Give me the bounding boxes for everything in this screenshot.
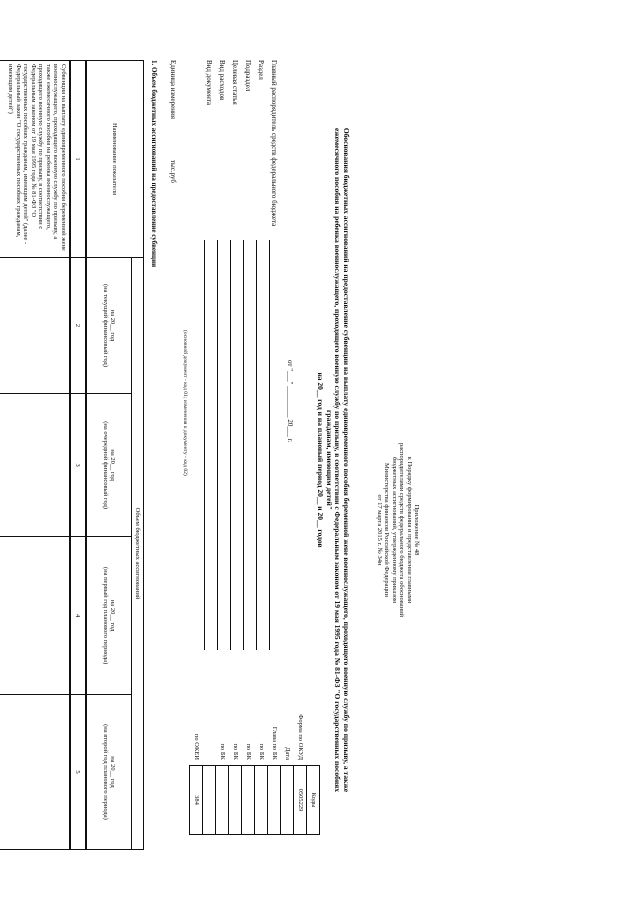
col-year-4-sub: (на второй год планового периода) <box>101 724 109 820</box>
field-main-manager-line <box>269 240 270 650</box>
field-subsection: Подраздел <box>244 60 252 92</box>
col-number: 5 <box>70 694 86 849</box>
cell-value[interactable] <box>0 394 70 537</box>
code-label: по БК <box>258 743 265 760</box>
code-label: Дата <box>284 747 291 760</box>
codes-header: Коды <box>307 766 320 835</box>
code-chapter <box>268 766 281 835</box>
cell-value[interactable] <box>0 258 70 394</box>
codes-labels <box>190 645 307 760</box>
field-main-manager: Главный распорядитель средств федерального бюджета <box>270 60 278 227</box>
col-year-1-sub: (на текущий финансовый год) <box>101 283 109 368</box>
field-document-type: Вид документа <box>205 60 213 106</box>
col-year-3-year: на 20__ год <box>109 599 116 632</box>
field-document-type-line <box>204 240 205 650</box>
col-indicator-name: Наименование показателя <box>86 61 144 258</box>
title-line: на 20__ год и на плановый период 20__ и 20__ годов <box>316 372 326 548</box>
col-number: 3 <box>70 394 86 537</box>
rotated-form-page <box>0 60 420 860</box>
document-type-note: (основной документ - код 01; изменения к документу - код 02) <box>182 330 188 476</box>
col-number: 1 <box>70 61 86 258</box>
col-year-1-year: на 20__ год <box>109 309 116 342</box>
code-expense <box>216 766 229 835</box>
row-subvention-label: Субвенция на выплату единовременного пособия беременной жене военнослужащего, проходящего военную службу по призыву, а также ежемесячного пособия на ребенка военнослужащего, проходящего военную службу по призыву, в соответствии с Федеральным законом от 19 мая 1995 года № 81-ФЗ "О государственных пособиях гражданам, имеющим детей" (далее - Федеральный закон "О государственных пособиях гражданам, имеющим детей") <box>0 61 70 258</box>
document-title <box>316 60 351 860</box>
field-target-article-line <box>230 240 231 650</box>
code-label: Форма по ОКУД <box>297 714 304 760</box>
field-expense-type: Вид расходов <box>218 60 226 101</box>
col-year-2 <box>86 394 132 537</box>
code-date <box>281 766 294 835</box>
code-target <box>229 766 242 835</box>
col-year-3-sub: (на первый год планового периода) <box>101 566 109 665</box>
col-number: 4 <box>70 537 86 695</box>
col-year-2-sub: (на очередной финансовый год) <box>101 421 109 510</box>
appendix-line: от 17 марта 2015 г. № 34н <box>375 494 383 566</box>
col-number: 2 <box>70 258 86 394</box>
appendix-line: распорядителями средств федерального бюджета обоснований <box>398 442 406 618</box>
section-title: 1. Объем бюджетных ассигнований на предоставление субвенции <box>150 60 158 268</box>
code-label: Глава по БК <box>271 726 278 760</box>
unit-value: тыс.руб <box>169 160 177 183</box>
code-label <box>203 645 216 760</box>
col-year-1 <box>86 258 132 394</box>
code-okud: 0505229 <box>294 766 307 835</box>
code-doc <box>203 766 216 835</box>
appendix-note <box>375 360 420 700</box>
code-label: по БК <box>219 743 226 760</box>
cell-value[interactable] <box>0 694 70 849</box>
field-section-line <box>256 240 257 650</box>
code-section <box>255 766 268 835</box>
appendix-line: к Порядку формирования и представления главными <box>405 456 413 604</box>
code-okei: 384 <box>190 766 203 835</box>
codes-table <box>189 765 320 835</box>
field-section: Раздел <box>257 60 265 80</box>
field-subsection-line <box>243 240 244 650</box>
col-year-4-year: на 20__ год <box>109 756 116 788</box>
appendix-line: бюджетных ассигнований, утвержденному приказом <box>390 456 398 603</box>
allocations-table <box>0 60 144 850</box>
title-line: ежемесячного пособия на ребенка военнослужащего, проходящего военную службу по призыву, в соответствии с Федеральным законом от 19 мая 1995 года № 81-ФЗ "О государственных пособиях <box>333 127 343 792</box>
field-expense-type-line <box>217 240 218 650</box>
col-year-3 <box>86 537 132 695</box>
document-date: от "___" _________ 20___ г. <box>286 360 294 443</box>
code-subsection <box>242 766 255 835</box>
appendix-line: Министерства финансов Российской Федерации <box>383 462 391 597</box>
title-line: гражданам, имеющим детей" <box>324 410 334 510</box>
col-year-2-year: на 20__ год <box>109 449 116 481</box>
code-label: по БК <box>232 743 239 760</box>
field-unit: Единица измерения <box>169 60 177 119</box>
col-year-4 <box>86 694 132 849</box>
code-label: по ОКЕИ <box>193 733 200 760</box>
col-group-allocations: Объем бюджетных ассигнований <box>131 258 143 850</box>
cell-value[interactable] <box>0 537 70 695</box>
title-line: Обоснования бюджетных ассигнований на предоставление субвенции на выплату единовременного пособия беременной жене военнослужащего, проходящего военную службу по призыву, а также <box>342 127 351 793</box>
appendix-line: Приложение № 48 <box>413 504 420 556</box>
code-label: по БК <box>245 743 252 760</box>
field-target-article: Целевая статья <box>231 60 239 105</box>
